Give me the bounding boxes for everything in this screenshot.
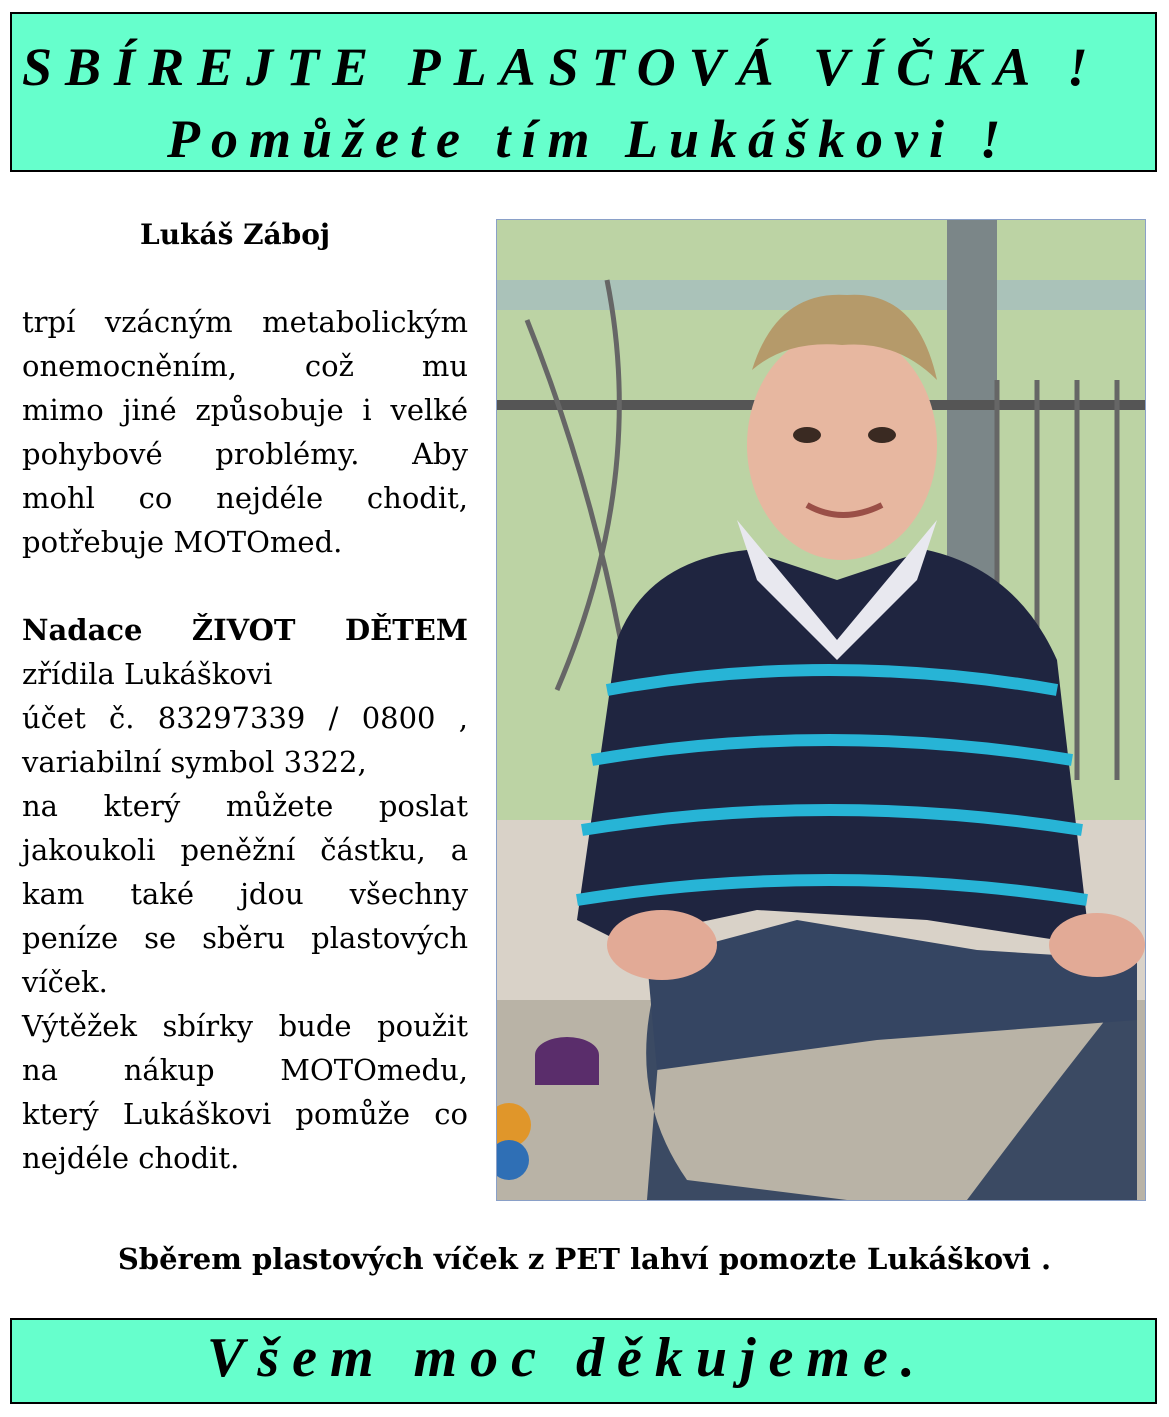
text-line: peníze se sběru plastových	[22, 921, 468, 955]
text-line: který Lukáškovi pomůže co	[22, 1097, 468, 1131]
headline-primary: SBÍREJTE PLASTOVÁ VÍČKA !	[22, 37, 1101, 97]
text-line: zřídila Lukáškovi	[22, 657, 273, 691]
text-line: Výtěžek sbírky bude použit	[22, 1009, 468, 1043]
text-line: mimo jiné způsobuje i velké	[22, 393, 468, 427]
description-paragraph	[22, 300, 468, 564]
portrait-photo	[496, 219, 1146, 1201]
headline-secondary: Pomůžete tím Lukáškovi !	[167, 109, 1012, 169]
text-line: jakoukoli peněžní částku, a	[22, 833, 468, 867]
text-line: trpí vzácným metabolickým	[22, 305, 468, 339]
text-line: na nákup MOTOmedu,	[22, 1053, 468, 1087]
portrait-illustration	[497, 220, 1145, 1200]
person-name: Lukáš Záboj	[140, 218, 331, 251]
foundation-name: Nadace ŽIVOT DĚTEM	[22, 613, 468, 647]
text-line: nejdéle chodit.	[22, 1141, 240, 1175]
donation-paragraph	[22, 608, 468, 1180]
collection-appeal: Sběrem plastových víček z PET lahví pomozte Lukáškovi .	[117, 1242, 1052, 1276]
variable-symbol: variabilní symbol 3322,	[22, 745, 367, 779]
text-line: mohl co nejdéle chodit,	[22, 481, 468, 515]
thanks-text: Všem moc děkujeme.	[207, 1327, 928, 1389]
account-number: účet č. 83297339 / 0800 ,	[22, 701, 468, 735]
thanks-banner	[10, 1318, 1157, 1404]
text-line: potřebuje MOTOmed.	[22, 525, 343, 559]
header-banner	[10, 12, 1157, 172]
text-line: na který můžete poslat	[22, 789, 468, 823]
text-line: pohybové problémy. Aby	[22, 437, 468, 471]
text-line: onemocněním, což mu	[22, 349, 468, 383]
text-line: kam také jdou všechny	[22, 877, 468, 911]
text-line: víček.	[22, 965, 108, 999]
